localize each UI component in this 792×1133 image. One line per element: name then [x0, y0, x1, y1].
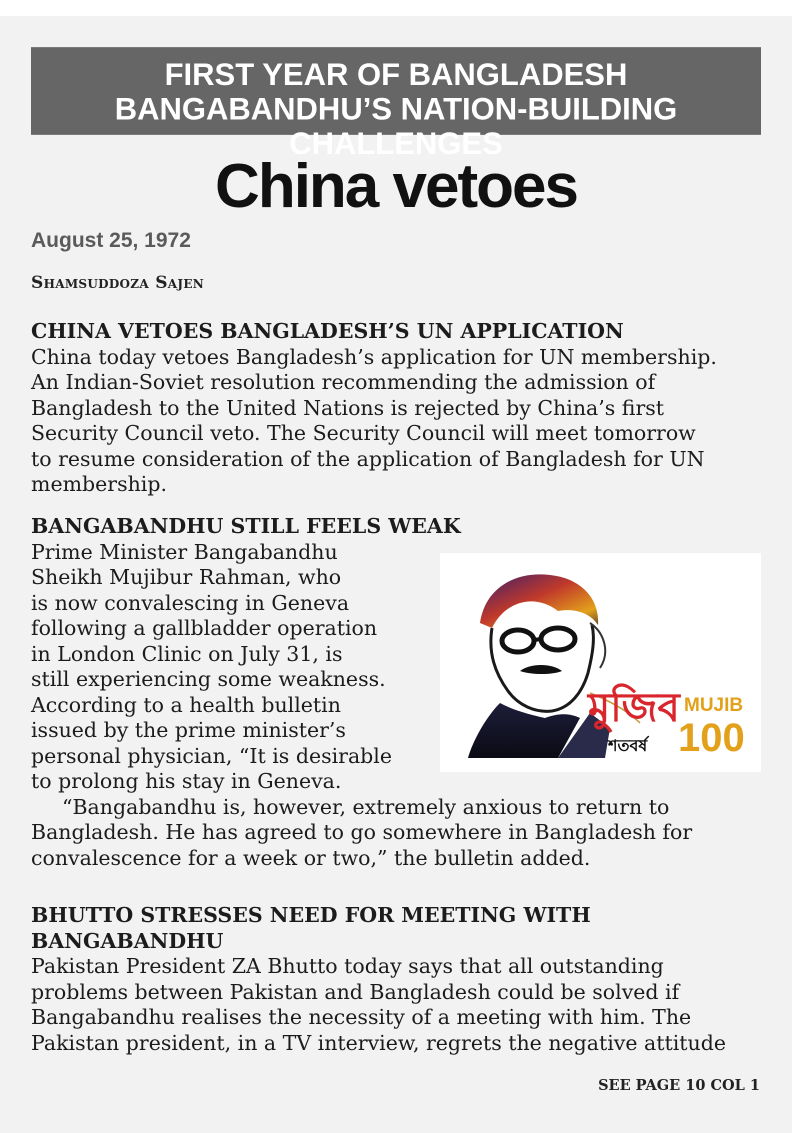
body-line: to resume consideration of the application of Bangladesh for UN [31, 446, 705, 471]
body-line: An Indian-Soviet resolution recommending the admission of [31, 370, 656, 394]
section-china-veto [31, 319, 766, 498]
portrait-illustration [440, 553, 761, 772]
body-line: following a gallbladder operation [31, 616, 378, 640]
top-strip [0, 0, 792, 16]
glasses-left-lens [502, 630, 534, 652]
section-heading: BANGABANDHU [31, 928, 224, 953]
body-line: Pakistan President ZA Bhutto today says that all outstanding [31, 954, 664, 978]
logo-bengali-subtext: শতবর্ষ [608, 736, 648, 755]
body-line: Prime Minister Bangabandhu [31, 539, 338, 564]
body-line: “Bangabandhu is, however, extremely anxious to return to [62, 794, 670, 819]
logo-100-text: 100 [678, 716, 745, 760]
banner-line-1: FIRST YEAR OF BANGLADESH [164, 56, 628, 93]
body-line: According to a health bulletin [31, 692, 341, 717]
body-line: personal physician, “It is desirable [31, 743, 392, 768]
section-heading: CHINA VETOES BANGLADESH’S UN APPLICATION [31, 319, 624, 343]
logo-mujib-text: MUJIB [684, 695, 744, 716]
coat-shape [468, 703, 580, 758]
series-banner [31, 47, 761, 162]
body-line: problems between Pakistan and Bangladesh could be solved if [31, 979, 680, 1004]
logo-bengali-text: মুজিব [588, 685, 680, 731]
section-bhutto-meeting [31, 903, 766, 1056]
banner-line-2: BANGABANDHU’S NATION-BUILDING CHALLENGES [114, 91, 678, 162]
glasses-bridge [534, 639, 541, 640]
body-line: Bangabandhu realises the necessity of a meeting with him. The [31, 1005, 692, 1029]
moustache-shape [520, 665, 562, 674]
body-line: Bangladesh to the United Nations is rejected by China’s first [31, 395, 665, 420]
body-line: still experiencing some weakness. [31, 667, 386, 691]
section-heading: BHUTTO STRESSES NEED FOR MEETING WITH [31, 903, 591, 927]
body-line: Security Council veto. The Security Council will meet tomorrow [31, 421, 696, 445]
headline: China vetoes [215, 152, 577, 221]
body-line: Sheikh Mujibur Rahman, who [31, 565, 342, 589]
hair-shape [480, 574, 598, 628]
dateline: August 25, 1972 [31, 229, 191, 252]
body-line: issued by the prime minister’s [31, 718, 346, 742]
body-line: convalescence for a week or two,” the bulletin added. [31, 845, 591, 870]
mujib-100-illustration [440, 553, 761, 772]
section-heading: BANGABANDHU STILL FEELS WEAK [31, 514, 461, 538]
body-line: in London Clinic on July 31, is [31, 641, 343, 666]
body-line: membership. [31, 472, 167, 496]
body-line: Bangladesh. He has agreed to go somewhere in Bangladesh for [31, 820, 693, 844]
body-line: Pakistan president, in a TV interview, regrets the negative attitude [31, 1030, 726, 1055]
glasses-right-lens [541, 628, 575, 650]
body-line: to prolong his stay in Geneva. [31, 769, 342, 793]
byline: Shamsuddoza Sajen [31, 273, 205, 293]
body-line: China today vetoes Bangladesh’s application for UN membership. [31, 344, 717, 369]
continuation-note: SEE PAGE 10 COL 1 [598, 1077, 760, 1094]
body-line: is now convalescing in Geneva [31, 590, 350, 615]
